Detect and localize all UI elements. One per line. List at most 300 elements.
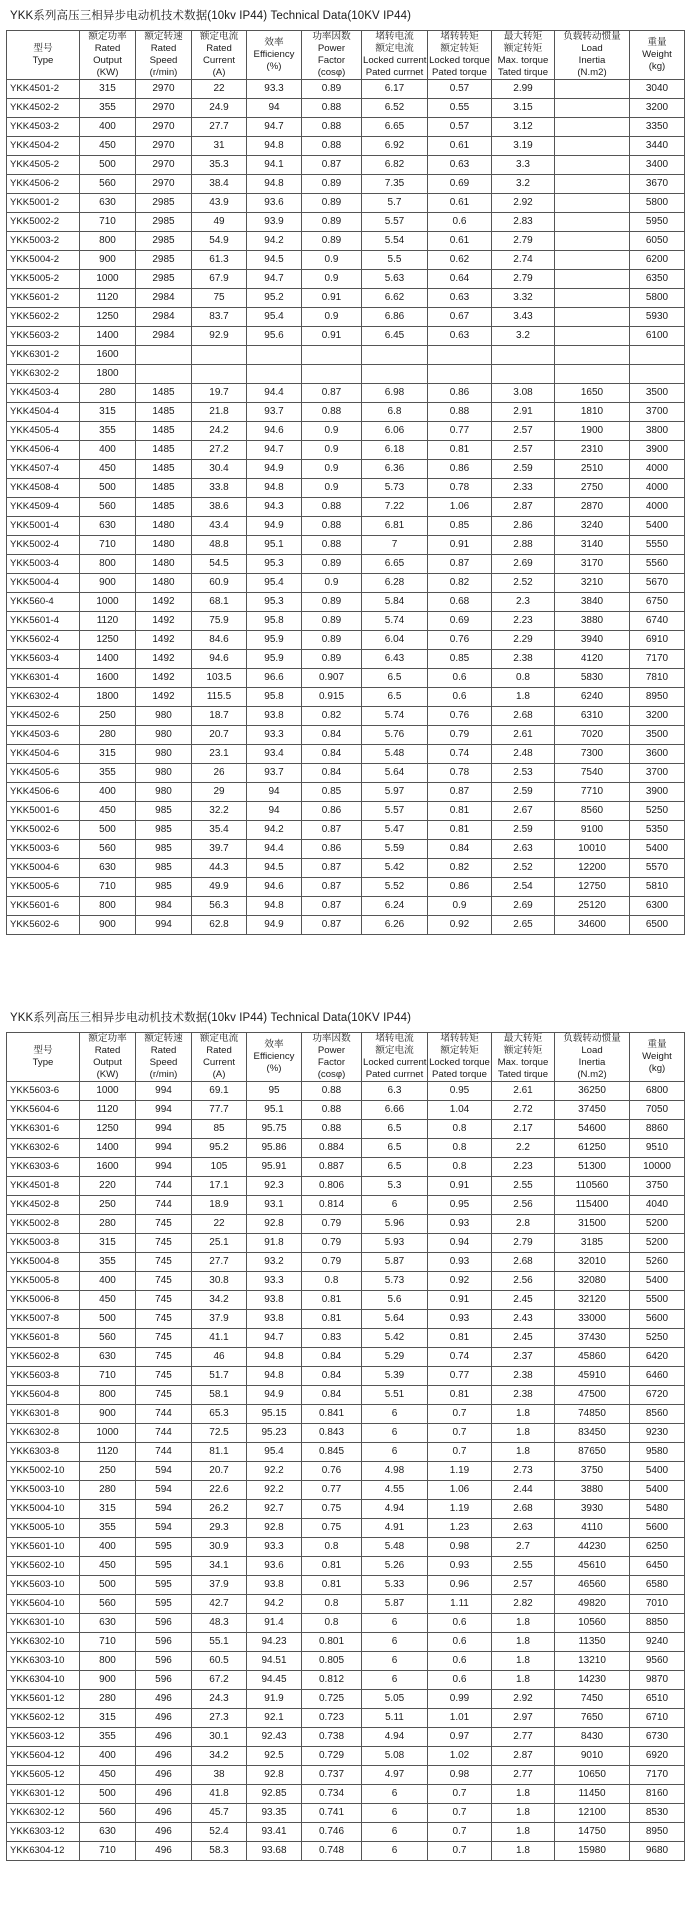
data-cell: 315	[80, 1234, 136, 1253]
data-cell: 1250	[80, 308, 136, 327]
model-cell: YKK5003-8	[7, 1234, 80, 1253]
data-cell: 67.9	[192, 270, 247, 289]
data-cell: 0.81	[428, 802, 492, 821]
data-cell: 92.9	[192, 327, 247, 346]
model-cell: YKK5003-2	[7, 232, 80, 251]
data-cell: 3940	[555, 631, 630, 650]
data-cell: 6.66	[362, 1101, 428, 1120]
data-cell: 4040	[630, 1196, 685, 1215]
data-cell: 3400	[630, 156, 685, 175]
column-header-line: Efficiency	[253, 1051, 295, 1062]
data-cell: 0.87	[302, 897, 362, 916]
data-cell: 30.4	[192, 460, 247, 479]
data-cell: 0.86	[302, 840, 362, 859]
data-cell: 0.74	[428, 745, 492, 764]
column-header-cn: 型号	[33, 43, 53, 54]
data-cell: 24.3	[192, 1690, 247, 1709]
data-cell	[555, 346, 630, 365]
column-header-line: Rated	[94, 1045, 121, 1056]
data-cell: 1600	[80, 346, 136, 365]
data-cell: 595	[136, 1557, 192, 1576]
model-cell: YKK5005-6	[7, 878, 80, 897]
data-cell: 2.17	[492, 1120, 555, 1139]
data-cell: 2970	[136, 118, 192, 137]
data-cell: 0.79	[302, 1253, 362, 1272]
data-cell	[555, 232, 630, 251]
model-cell: YKK4503-2	[7, 118, 80, 137]
table-row	[7, 1272, 685, 1291]
data-cell: 2.61	[492, 726, 555, 745]
column-header-cn: 额定功率	[88, 31, 127, 42]
model-cell: YKK4505-2	[7, 156, 80, 175]
model-cell: YKK5604-10	[7, 1595, 80, 1614]
data-cell: 900	[80, 1671, 136, 1690]
table-row	[7, 631, 685, 650]
table-row	[7, 1120, 685, 1139]
data-cell: 0.884	[302, 1139, 362, 1158]
data-cell: 1.8	[492, 1614, 555, 1633]
data-cell: 0.88	[302, 1120, 362, 1139]
data-cell	[555, 308, 630, 327]
data-cell: 0.81	[302, 1310, 362, 1329]
data-cell: 95.23	[247, 1424, 302, 1443]
data-cell: 0.812	[302, 1671, 362, 1690]
data-cell: 6.5	[362, 1139, 428, 1158]
data-cell: 0.91	[428, 1177, 492, 1196]
model-cell: YKK5004-2	[7, 251, 80, 270]
data-cell: 10650	[555, 1766, 630, 1785]
table-row	[7, 688, 685, 707]
data-cell: 0.98	[428, 1538, 492, 1557]
data-cell: 596	[136, 1671, 192, 1690]
table-row	[7, 726, 685, 745]
data-cell: 94	[247, 99, 302, 118]
data-cell: 2.56	[492, 1272, 555, 1291]
data-cell: 0.81	[428, 441, 492, 460]
data-cell: 45610	[555, 1557, 630, 1576]
model-cell: YKK6303-12	[7, 1823, 80, 1842]
data-cell: 4000	[630, 498, 685, 517]
data-cell: 0.89	[302, 80, 362, 99]
data-cell: 93.8	[247, 707, 302, 726]
data-cell: 630	[80, 517, 136, 536]
data-cell: 2.97	[492, 1709, 555, 1728]
data-cell: 0.83	[302, 1329, 362, 1348]
data-cell: 5400	[630, 517, 685, 536]
data-cell: 994	[136, 1101, 192, 1120]
data-cell: 3670	[630, 175, 685, 194]
data-cell: 5.47	[362, 821, 428, 840]
data-cell: 595	[136, 1538, 192, 1557]
data-cell: 400	[80, 1538, 136, 1557]
data-cell: 27.7	[192, 118, 247, 137]
table-row	[7, 1234, 685, 1253]
data-cell: 2.88	[492, 536, 555, 555]
data-cell: 560	[80, 175, 136, 194]
data-cell: 1800	[80, 365, 136, 384]
table-row	[7, 1101, 685, 1120]
header-row	[7, 31, 685, 80]
data-cell: 95.75	[247, 1120, 302, 1139]
data-cell: 5800	[630, 289, 685, 308]
column-header	[630, 31, 685, 80]
table-row	[7, 1177, 685, 1196]
data-cell: 2.87	[492, 498, 555, 517]
column-header-line: (KW)	[96, 1069, 119, 1080]
data-cell: 0.6	[428, 1633, 492, 1652]
data-cell: 94.9	[247, 1386, 302, 1405]
column-header-cn: 额定转速	[144, 1033, 183, 1044]
data-cell: 0.734	[302, 1785, 362, 1804]
column-header-line: Pated torque	[432, 67, 487, 78]
table-row	[7, 1253, 685, 1272]
data-cell: 91.9	[247, 1690, 302, 1709]
data-cell: 2510	[555, 460, 630, 479]
data-cell: 77.7	[192, 1101, 247, 1120]
data-cell: 496	[136, 1690, 192, 1709]
data-cell: 0.9	[302, 574, 362, 593]
data-cell: 594	[136, 1519, 192, 1538]
data-cell: 0.9	[302, 460, 362, 479]
table-row	[7, 194, 685, 213]
data-cell: 0.88	[302, 137, 362, 156]
data-cell: 95.9	[247, 631, 302, 650]
data-cell: 250	[80, 1196, 136, 1215]
data-cell: 5500	[630, 1291, 685, 1310]
table-row	[7, 1557, 685, 1576]
data-cell: 0.737	[302, 1766, 362, 1785]
data-cell: 800	[80, 555, 136, 574]
technical-data-section-2	[6, 1010, 684, 1861]
data-cell: 2.69	[492, 897, 555, 916]
data-cell: 6240	[555, 688, 630, 707]
data-cell: 95.1	[247, 536, 302, 555]
column-header-cn: 负载转动惯量	[563, 31, 621, 42]
data-cell: 994	[136, 1082, 192, 1101]
data-cell: 103.5	[192, 669, 247, 688]
data-cell: 5400	[630, 1481, 685, 1500]
data-cell: 46560	[555, 1576, 630, 1595]
data-cell: 1492	[136, 650, 192, 669]
model-cell: YKK6302-4	[7, 688, 80, 707]
data-cell: 2985	[136, 251, 192, 270]
data-cell: 5570	[630, 859, 685, 878]
data-cell: 42.7	[192, 1595, 247, 1614]
data-cell	[247, 346, 302, 365]
table-row	[7, 1652, 685, 1671]
data-cell: 1492	[136, 612, 192, 631]
data-cell: 14750	[555, 1823, 630, 1842]
data-cell: 37.9	[192, 1576, 247, 1595]
data-cell: 1485	[136, 479, 192, 498]
data-cell: 105	[192, 1158, 247, 1177]
data-cell: 2.45	[492, 1291, 555, 1310]
data-cell: 6460	[630, 1367, 685, 1386]
data-cell: 48.3	[192, 1614, 247, 1633]
data-cell: 19.7	[192, 384, 247, 403]
data-cell: 93.35	[247, 1804, 302, 1823]
data-cell: 37430	[555, 1329, 630, 1348]
data-cell: 95.15	[247, 1405, 302, 1424]
data-cell: 6420	[630, 1348, 685, 1367]
data-cell: 91.4	[247, 1614, 302, 1633]
data-cell: 596	[136, 1652, 192, 1671]
column-header-line: 额定转矩	[440, 43, 479, 54]
table-row	[7, 1139, 685, 1158]
data-cell: 0.81	[302, 1291, 362, 1310]
data-cell: 0.76	[428, 707, 492, 726]
data-cell: 0.62	[428, 251, 492, 270]
data-cell: 400	[80, 118, 136, 137]
data-cell: 2.8	[492, 1215, 555, 1234]
data-cell: 95	[247, 1082, 302, 1101]
model-cell: YKK5603-6	[7, 1082, 80, 1101]
data-cell	[192, 365, 247, 384]
data-cell: 0.801	[302, 1633, 362, 1652]
model-cell: YKK6301-10	[7, 1614, 80, 1633]
data-cell: 0.86	[302, 802, 362, 821]
data-cell: 3500	[630, 384, 685, 403]
data-cell: 8530	[630, 1804, 685, 1823]
data-cell: 250	[80, 1462, 136, 1481]
data-cell: 93.8	[247, 1310, 302, 1329]
model-cell: YKK5003-10	[7, 1481, 80, 1500]
data-cell: 94.8	[247, 175, 302, 194]
data-cell: 5400	[630, 840, 685, 859]
data-cell: 0.814	[302, 1196, 362, 1215]
data-cell: 47500	[555, 1386, 630, 1405]
data-cell: 3440	[630, 137, 685, 156]
data-cell: 994	[136, 1120, 192, 1139]
data-cell: 94.5	[247, 859, 302, 878]
data-cell: 30.8	[192, 1272, 247, 1291]
data-cell: 94.5	[247, 251, 302, 270]
data-cell: 95.6	[247, 327, 302, 346]
data-cell: 6710	[630, 1709, 685, 1728]
column-header-cn: 额定转速	[144, 31, 183, 42]
model-cell: YKK5004-10	[7, 1500, 80, 1519]
technical-data-table	[6, 30, 685, 935]
data-cell: 92.8	[247, 1519, 302, 1538]
data-cell: 94	[247, 783, 302, 802]
table-row	[7, 213, 685, 232]
column-header	[7, 31, 80, 80]
table-row	[7, 916, 685, 935]
data-cell: 400	[80, 1272, 136, 1291]
data-cell: 2.23	[492, 1158, 555, 1177]
data-cell: 7170	[630, 1766, 685, 1785]
data-cell: 5.6	[362, 1291, 428, 1310]
data-cell: 1485	[136, 460, 192, 479]
data-cell: 496	[136, 1747, 192, 1766]
data-cell: 6800	[630, 1082, 685, 1101]
table-row	[7, 593, 685, 612]
data-cell: 5800	[630, 194, 685, 213]
data-cell: 0.84	[302, 745, 362, 764]
data-cell: 2.29	[492, 631, 555, 650]
data-cell: 745	[136, 1215, 192, 1234]
data-cell: 0.8	[302, 1595, 362, 1614]
data-cell: 94.2	[247, 232, 302, 251]
data-cell: 6.92	[362, 137, 428, 156]
data-cell: 0.88	[302, 403, 362, 422]
data-cell: 54600	[555, 1120, 630, 1139]
data-cell: 5200	[630, 1234, 685, 1253]
column-header	[492, 1033, 555, 1082]
data-cell: 61.3	[192, 251, 247, 270]
data-cell: 49	[192, 213, 247, 232]
data-cell: 0.94	[428, 1234, 492, 1253]
table-row	[7, 118, 685, 137]
table-row	[7, 327, 685, 346]
data-cell: 68.1	[192, 593, 247, 612]
data-cell: 22	[192, 1215, 247, 1234]
data-cell: 6.45	[362, 327, 428, 346]
data-cell: 7020	[555, 726, 630, 745]
table-row	[7, 137, 685, 156]
data-cell: 6500	[630, 916, 685, 935]
data-cell	[136, 365, 192, 384]
data-cell: 0.89	[302, 555, 362, 574]
data-cell: 744	[136, 1424, 192, 1443]
data-cell: 1900	[555, 422, 630, 441]
data-cell: 95.91	[247, 1158, 302, 1177]
data-cell: 32120	[555, 1291, 630, 1310]
data-cell: 0.805	[302, 1652, 362, 1671]
model-cell: YKK5604-8	[7, 1386, 80, 1405]
table-row	[7, 403, 685, 422]
data-cell: 5.76	[362, 726, 428, 745]
data-cell: 800	[80, 1386, 136, 1405]
data-cell: 315	[80, 1500, 136, 1519]
section-title: YKK系列高压三相异步电动机技术数据(10kv IP44) Technical Data(10KV IP44)	[10, 1012, 412, 1024]
table-row	[7, 99, 685, 118]
data-cell: 33.8	[192, 479, 247, 498]
data-cell: 5.5	[362, 251, 428, 270]
data-cell: 280	[80, 726, 136, 745]
data-cell: 6740	[630, 612, 685, 631]
model-cell: YKK4506-4	[7, 441, 80, 460]
column-header-line: Output	[93, 55, 122, 66]
data-cell: 4.55	[362, 1481, 428, 1500]
model-cell: YKK4503-6	[7, 726, 80, 745]
data-cell: 7810	[630, 669, 685, 688]
column-header-line: Inertia	[578, 1057, 606, 1068]
column-header-line: Locked torque	[429, 55, 490, 66]
data-cell: 0.845	[302, 1443, 362, 1462]
column-header-cn: 最大转矩	[503, 31, 543, 42]
data-cell: 60.9	[192, 574, 247, 593]
data-cell: 5.33	[362, 1576, 428, 1595]
column-header-line: Rated	[150, 1045, 177, 1056]
data-cell: 0.63	[428, 156, 492, 175]
data-cell: 5250	[630, 1329, 685, 1348]
data-cell: 93.3	[247, 1272, 302, 1291]
data-cell: 6.5	[362, 1120, 428, 1139]
data-cell: 43.4	[192, 517, 247, 536]
data-cell: 2.52	[492, 574, 555, 593]
data-cell: 0.87	[428, 783, 492, 802]
data-cell: 3.2	[492, 175, 555, 194]
data-cell: 6	[362, 1671, 428, 1690]
data-cell: 0.81	[428, 1329, 492, 1348]
column-header-cn: 堵转电流	[375, 31, 414, 42]
data-cell: 2.37	[492, 1348, 555, 1367]
data-cell: 0.95	[428, 1196, 492, 1215]
table-row	[7, 289, 685, 308]
column-header-line: Rated	[206, 1045, 232, 1056]
data-cell: 280	[80, 384, 136, 403]
data-cell: 61250	[555, 1139, 630, 1158]
column-header	[630, 1033, 685, 1082]
data-cell: 0.88	[302, 1082, 362, 1101]
column-header-line: Power	[317, 43, 346, 54]
data-cell: 0.89	[302, 650, 362, 669]
data-cell: 94.3	[247, 498, 302, 517]
model-cell: YKK6304-10	[7, 1671, 80, 1690]
data-cell: 5.51	[362, 1386, 428, 1405]
data-cell: 25.1	[192, 1234, 247, 1253]
model-cell: YKK6302-10	[7, 1633, 80, 1652]
data-cell: 6.5	[362, 669, 428, 688]
data-cell: 5.57	[362, 802, 428, 821]
data-cell: 0.8	[492, 669, 555, 688]
column-header-cn: 堵转转矩	[440, 1033, 479, 1044]
data-cell: 2.23	[492, 612, 555, 631]
table-row	[7, 1671, 685, 1690]
column-header-cn: 堵转电流	[375, 1033, 414, 1044]
data-cell: 5.74	[362, 707, 428, 726]
data-cell: 3800	[630, 422, 685, 441]
data-cell: 92.43	[247, 1728, 302, 1747]
data-cell: 0.9	[302, 479, 362, 498]
data-cell: 3700	[630, 764, 685, 783]
data-cell: 31500	[555, 1215, 630, 1234]
column-header-line: Rated	[94, 43, 121, 54]
model-cell: YKK5007-8	[7, 1310, 80, 1329]
model-cell: YKK6303-6	[7, 1158, 80, 1177]
data-cell: 0.723	[302, 1709, 362, 1728]
table-row	[7, 346, 685, 365]
model-cell: YKK6301-6	[7, 1120, 80, 1139]
data-cell: 0.89	[302, 232, 362, 251]
model-cell: YKK5601-2	[7, 289, 80, 308]
data-cell: 6.24	[362, 897, 428, 916]
model-cell: YKK5005-2	[7, 270, 80, 289]
data-cell: 6730	[630, 1728, 685, 1747]
data-cell: 900	[80, 574, 136, 593]
data-cell: 94.6	[247, 878, 302, 897]
data-cell	[555, 213, 630, 232]
data-cell: 3.12	[492, 118, 555, 137]
data-cell: 0.6	[428, 1652, 492, 1671]
data-cell: 5.57	[362, 213, 428, 232]
data-cell: 2.77	[492, 1766, 555, 1785]
data-cell: 980	[136, 707, 192, 726]
header-row	[7, 1033, 685, 1082]
data-cell: 450	[80, 1291, 136, 1310]
data-cell: 5.42	[362, 859, 428, 878]
model-cell: YKK560-4	[7, 593, 80, 612]
data-cell: 0.87	[428, 555, 492, 574]
data-cell: 2.68	[492, 1253, 555, 1272]
data-cell: 1.04	[428, 1101, 492, 1120]
data-cell: 6.62	[362, 289, 428, 308]
data-cell: 6310	[555, 707, 630, 726]
data-cell: 11450	[555, 1785, 630, 1804]
data-cell: 84.6	[192, 631, 247, 650]
data-cell: 745	[136, 1329, 192, 1348]
